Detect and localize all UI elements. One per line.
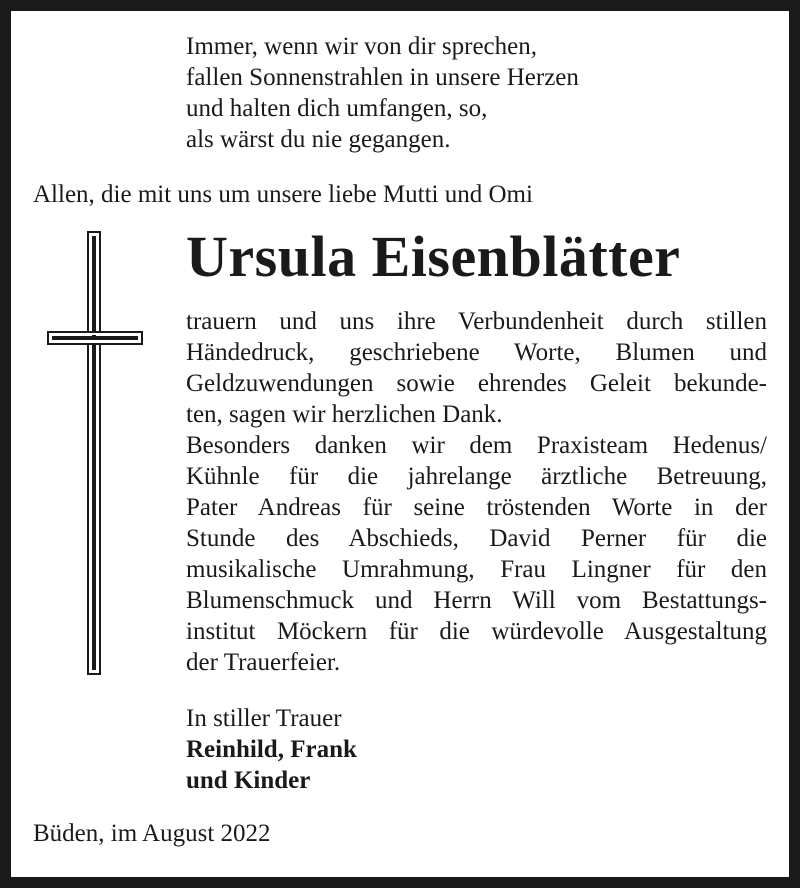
- body-line: Pater Andreas für seine tröstenden Worte in der: [186, 494, 767, 521]
- body-line: Besonders danken wir dem Praxisteam Hedenus/: [186, 432, 767, 459]
- body-line: ten, sagen wir herzlichen Dank.: [186, 401, 503, 428]
- cross-icon: [47, 231, 143, 675]
- poem-line: als wärst du nie gegangen.: [186, 126, 451, 153]
- body-line: musikalische Umrahmung, Frau Lingner für den: [186, 556, 767, 583]
- body-line: Geldzuwendungen sowie ehrendes Geleit bekunde-: [186, 370, 767, 397]
- body-line: Kühnle für die jahrelange ärztliche Betreuung,: [186, 463, 767, 490]
- signature-names: Reinhild, Frank: [186, 736, 357, 763]
- body-line: Händedruck, geschriebene Worte, Blumen und: [186, 339, 767, 366]
- signature-intro: In stiller Trauer: [186, 705, 342, 732]
- body-line: Stunde des Abschieds, David Perner für die: [186, 525, 767, 552]
- obituary-notice: [11, 11, 789, 877]
- deceased-name: Ursula Eisenblätter: [186, 224, 681, 289]
- body-line: trauern und uns ihre Verbundenheit durch stillen: [186, 308, 767, 335]
- poem-line: Immer, wenn wir von dir sprechen,: [186, 33, 537, 60]
- body-line: Blumenschmuck und Herrn Will vom Bestattungs-: [186, 587, 767, 614]
- thanks-body: [186, 306, 767, 678]
- signature-block: [186, 703, 357, 796]
- poem-line: und halten dich umfangen, so,: [186, 95, 488, 122]
- poem-line: fallen Sonnenstrahlen in unsere Herzen: [186, 64, 579, 91]
- memorial-poem: [186, 31, 579, 155]
- body-line: der Trauerfeier.: [186, 649, 341, 676]
- signature-names-2: und Kinder: [186, 767, 311, 794]
- thanks-intro: Allen, die mit uns um unsere liebe Mutti und Omi: [33, 181, 533, 208]
- place-date: Büden, im August 2022: [33, 820, 271, 847]
- body-line: institut Möckern für die würdevolle Ausgestaltung: [186, 618, 767, 645]
